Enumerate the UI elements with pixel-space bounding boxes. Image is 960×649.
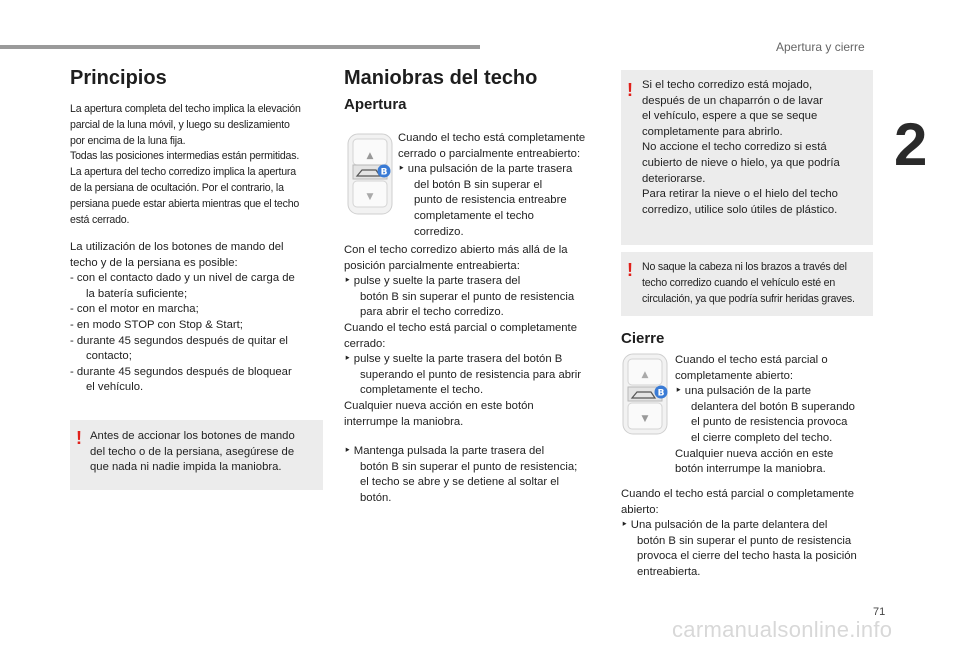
warning-box-head-arms: ! No saque la cabeza ni los brazos a través del techo corredizo cuando el vehículo esté en circulación, ya que podría sufrir heridas graves. [621,252,873,316]
heading-principios: Principios [70,67,167,89]
apertura-paragraph-3: ‣ Mantenga pulsada la parte trasera del botón B sin superar el punto de resistencia; el techo se abre y se detiene al soltar el botón. [344,445,578,504]
svg-text:▲: ▲ [641,370,649,380]
roof-switch-close-illustration [621,353,671,435]
principios-paragraph-2: La utilización de los botones de mando del techo y de la persiana es posible: - con el contacto dado y un nivel de carga de la batería suficiente; - con el motor en marcha; - en modo STOP con Stop & Start; - durante 45 segundos después de quitar el contacto; - durante 45 segundos después de bloquear el vehículo. [70,241,295,394]
warning-icon: ! [627,80,633,100]
header-bar [0,45,480,49]
heading-cierre: Cierre [621,330,665,347]
roof-switch-open-illustration [344,133,394,215]
section-title: Apertura y cierre [776,40,865,54]
apertura-intro: Cuando el techo está completamente cerrado o parcialmente entreabierto: ‣ una pulsación de la parte trasera del botón B sin superar el punto de resistencia entreabre completamente el techo corredizo. [398,132,586,238]
heading-maniobras: Maniobras del techo [344,67,538,89]
apertura-paragraph-2: Con el techo corredizo abierto más allá de la posición parcialmente entreabierta: ‣ pulse y suelte la parte trasera del botón B sin superar el punto de resistencia para abrir el techo corredizo. Cuando el techo está parcial o completamente cerrado: ‣ pulse y suelte la parte trasera del botón B superando el punto de resistencia para abrir completamente el techo. Cualquier nueva acción en este botón interrumpe la maniobra. [344,244,582,428]
principios-paragraph-1: La apertura completa del techo implica la elevación parcial de la luna móvil, y luego su deslizamiento por encima de la luna fija. Todas las posiciones intermedias están permitidas. La apertura del techo corredizo implica la apertura de la persiana de ocultación. Por el contrario, la persiana puede estar abierta mientras que el techo está cerrado. [70,103,301,226]
warning-box-principios: ! Antes de accionar los botones de mando del techo o de la persiana, asegúrese de que nada ni nadie impida la maniobra. [70,420,323,490]
heading-apertura: Apertura [344,96,407,113]
warning-box-wet-roof: ! Si el techo corredizo está mojado, después de un chaparrón o de lavar el vehículo, espere a que se seque completamente para abrirlo. No accione el techo corredizo si está cubierto de nieve o hielo, ya que podría deteriorarse. Para retirar la nieve o el hielo del techo corredizo, utilice solo útiles de plástico. [621,70,873,245]
svg-text:▼: ▼ [366,192,374,202]
warning-icon: ! [76,428,82,448]
watermark: carmanualsonline.info [672,617,893,642]
page-number: 71 [873,606,886,618]
cierre-paragraph-2: Cuando el techo está parcial o completamente abierto: ‣ Una pulsación de la parte delantera del botón B sin superar el punto de resistencia provoca el cierre del techo hasta la posición entreabierta. [621,488,857,578]
svg-text:B: B [380,167,388,178]
warning-icon: ! [627,260,633,280]
chapter-number: 2 [894,111,928,178]
svg-text:▼: ▼ [641,414,649,424]
cierre-intro: Cuando el techo está parcial o completamente abierto: ‣ una pulsación de la parte delantera del botón B superando el punto de resistencia provoca el cierre completo del techo. Cualquier nueva acción en este botón interrumpe la maniobra. [675,354,855,476]
svg-text:B: B [657,388,665,399]
svg-text:▲: ▲ [366,151,374,161]
